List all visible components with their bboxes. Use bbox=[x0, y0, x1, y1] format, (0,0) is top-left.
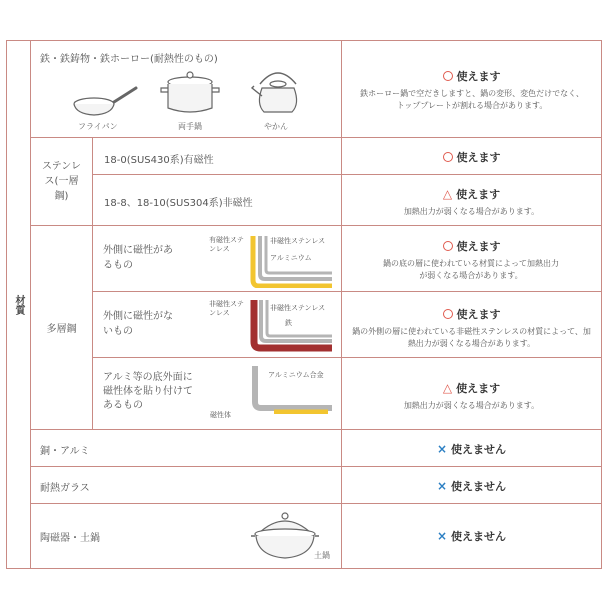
pot-caption: 両手鍋 bbox=[178, 122, 202, 131]
label-aluminium-alloy: アルミニウム合金 bbox=[268, 371, 324, 379]
label-iron: 鉄 bbox=[285, 319, 292, 327]
iron-note: 鉄ホーロー鍋で空だきしますと、鍋の変形、変色だけでなく、トッププレートが割れる場合があります。 bbox=[360, 89, 584, 110]
multi-c-result: △ 使えます 加熱出力が弱くなる場合があります。 bbox=[403, 381, 540, 410]
glass-label: 耐熱ガラス bbox=[40, 483, 90, 494]
ceramic-result: × 使えません bbox=[436, 529, 507, 543]
circle-ok-icon bbox=[443, 71, 453, 81]
copper-label: 銅・アルミ bbox=[40, 446, 90, 457]
multi-a-result: 使えます 鍋の底の層に使われている材質によって加熱出力が弱くなる場合があります。 bbox=[383, 240, 559, 280]
stainless-sub2-result: △ 使えます 加熱出力が弱くなる場合があります。 bbox=[403, 187, 540, 216]
label-magnetic-body: 磁性体 bbox=[210, 411, 231, 419]
multi-group-label: 多層鋼 bbox=[46, 324, 77, 335]
multi-b-label: 外側に磁性がないもの bbox=[103, 311, 173, 337]
multi-b-result: 使えます 鍋の外側の層に使われている非磁性ステンレスの材質によって、加熱出力が弱くなる場合があります。 bbox=[352, 308, 591, 348]
iron-result: 使えます 鉄ホーロー鍋で空だきしますと、鍋の変形、変色だけでなく、トッププレートが割れる場合があります。 bbox=[341, 68, 602, 112]
glass-result: × 使えません bbox=[436, 479, 507, 493]
triangle-caution-icon: △ bbox=[442, 381, 453, 395]
copper-result: × 使えません bbox=[436, 442, 507, 456]
label-nonmagnetic-stainless-inner: 非磁性ステンレス bbox=[270, 304, 326, 312]
cross-ng-icon: × bbox=[436, 479, 448, 493]
stainless-sub2-label: 18-8、18-10(SUS304系)非磁性 bbox=[104, 198, 253, 209]
circle-ok-icon bbox=[443, 241, 453, 251]
cross-ng-icon: × bbox=[436, 529, 448, 543]
multi-c-label: アルミ等の底外面に磁性体を貼り付けてあるもの bbox=[103, 372, 193, 411]
stainless-sub1-label: 18-0(SUS430系)有磁性 bbox=[104, 155, 214, 166]
clay-pot-caption: 土鍋 bbox=[314, 551, 330, 560]
sidebar-material-label: 材質 bbox=[13, 294, 24, 315]
stainless-group-label: ステンレス(一層鋼) bbox=[41, 161, 82, 202]
circle-ok-icon bbox=[443, 309, 453, 319]
triangle-caution-icon: △ bbox=[442, 187, 453, 201]
kettle-caption: やかん bbox=[264, 122, 288, 131]
pot-icon bbox=[158, 68, 223, 120]
multi-a-label: 外側に磁性があるもの bbox=[103, 245, 173, 271]
kettle-icon bbox=[248, 62, 308, 120]
frying-pan-icon bbox=[70, 82, 140, 122]
label-nonmagnetic-stainless: 非磁性ステンレス bbox=[270, 237, 326, 245]
iron-label: 鉄・鉄鋳物・鉄ホーロー(耐熱性のもの) bbox=[40, 54, 218, 65]
stainless-sub1-result: 使えます bbox=[341, 149, 602, 165]
label-magnetic-stainless: 有磁性ステンレス bbox=[209, 236, 244, 253]
frying-pan-caption: フライパン bbox=[78, 122, 118, 131]
label-aluminium: アルミニウム bbox=[270, 254, 312, 262]
circle-ok-icon bbox=[443, 152, 453, 162]
ceramic-label: 陶磁器・土鍋 bbox=[40, 533, 100, 544]
clay-pot-icon bbox=[250, 510, 320, 562]
cross-ng-icon: × bbox=[436, 442, 448, 456]
label-nonmagnetic-stainless-outer: 非磁性ステンレス bbox=[209, 300, 244, 317]
